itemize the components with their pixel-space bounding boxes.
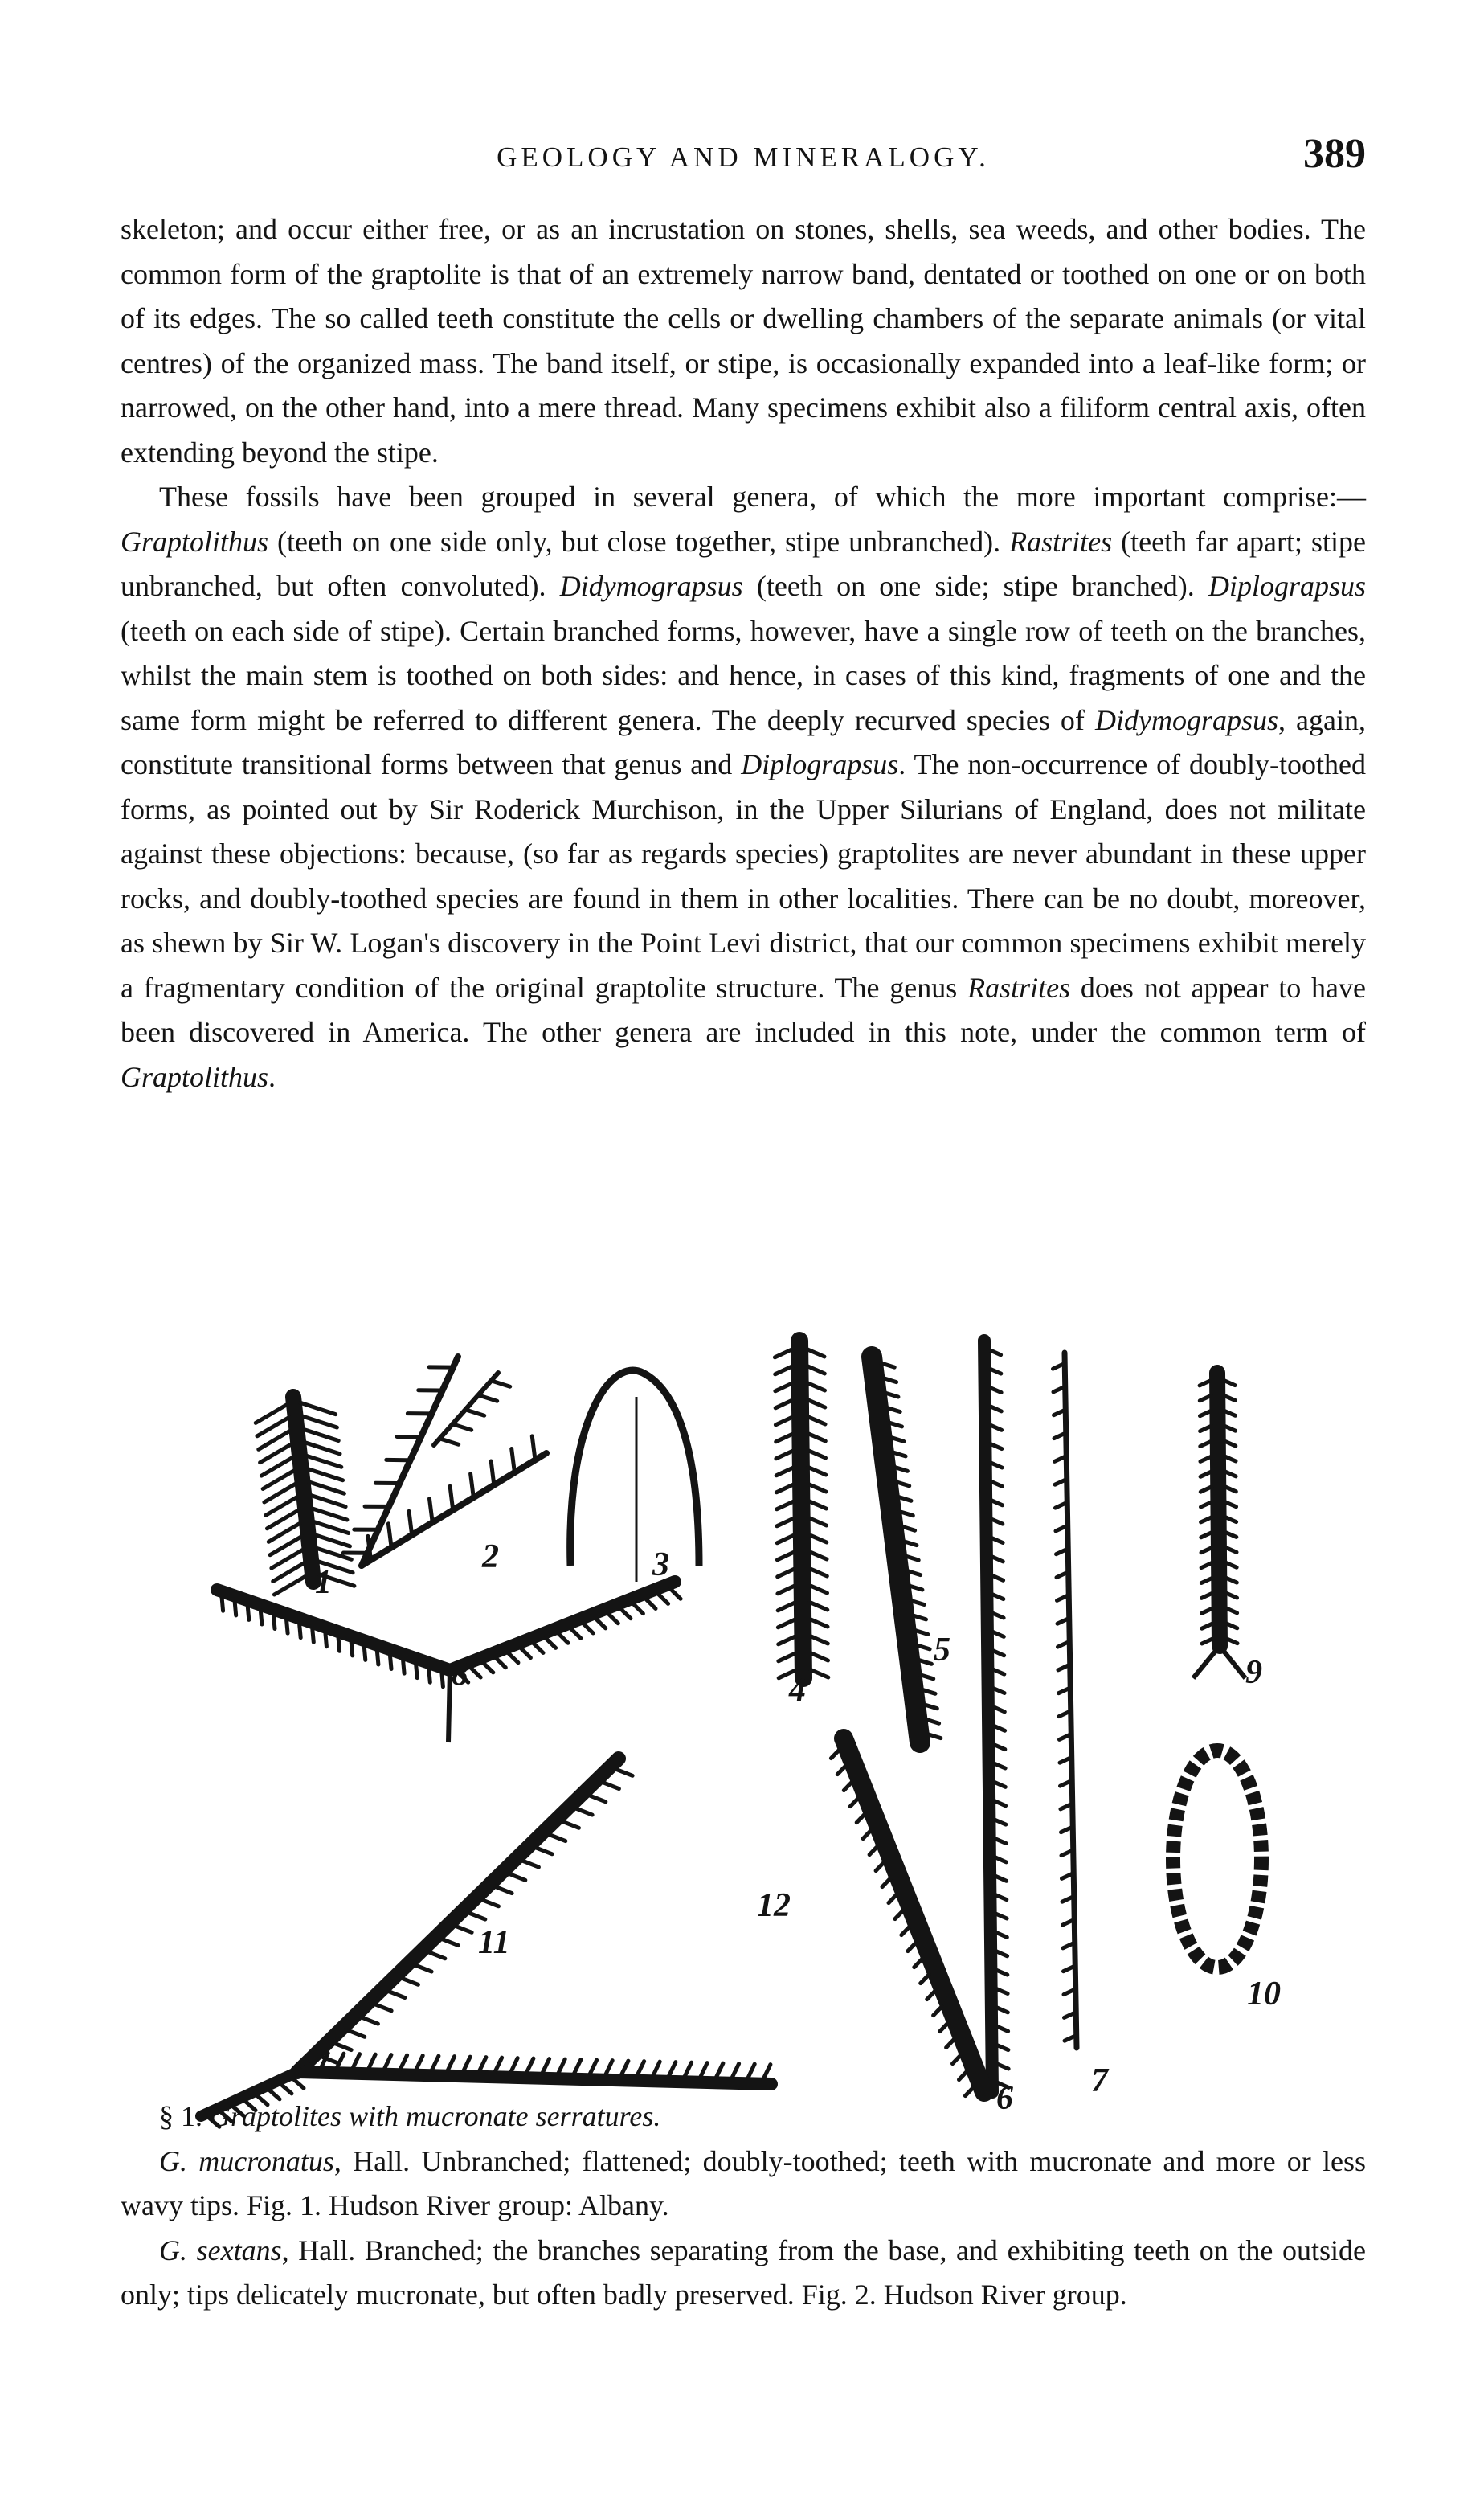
fossil-8-stem: [448, 1670, 450, 1742]
text-run: Didymograpsus: [559, 570, 743, 602]
caption-paragraph: [121, 2140, 1366, 2229]
fossil-11-a: [297, 1759, 619, 2072]
paragraph: [121, 207, 1366, 475]
figure-label-1: 1: [315, 1564, 332, 1601]
text-run: , again, constitute transitional forms between that genus and: [121, 703, 1367, 780]
fossil-5: [872, 1357, 920, 1742]
figure-captions: [121, 2094, 1366, 2318]
caption-paragraph: [121, 2094, 1366, 2140]
figure-label-4: 4: [789, 1672, 806, 1709]
paragraph: [121, 475, 1366, 1099]
figure-label-7: 7: [1091, 2062, 1108, 2099]
fossil-4: [799, 1341, 803, 1678]
caption-run: G. mucronatus: [159, 2144, 334, 2177]
text-run: Graptolithus: [121, 1060, 269, 1093]
figure-label-8: 8: [452, 1656, 468, 1693]
text-run: (teeth far apart; stipe unbranched, but often convoluted).: [121, 525, 1366, 602]
text-run: Diplograpsus: [741, 748, 899, 780]
page-number: 389: [1303, 131, 1366, 177]
caption-run: , Hall. Branched; the branches separating from the base, and exhibiting teeth on the outside only; tips delicately mucronate, but often badly preserved. Fig. 2. Hudson River group.: [121, 2234, 1366, 2311]
text-run: These fossils have been grouped in several genera, of which the more important comprise:—: [159, 481, 1366, 513]
figure-label-12: 12: [757, 1887, 791, 1924]
fossil-3: [570, 1370, 699, 1566]
fossil-8-a-teeth: [222, 1597, 443, 1687]
fossil-12: [844, 1738, 984, 2092]
text-run: (teeth on each side of stipe). Certain branched forms, however, have a single row of teeth on the branches, whilst the main stem is toothed on both sides: and hence, in cases of this kind, fragments of one and the same form might be referred to different genera. The deeply recurved species of: [121, 614, 1366, 736]
text-run: Rastrites: [967, 971, 1071, 1004]
fossil-2-c-teeth: [442, 1382, 510, 1445]
body-text: [121, 207, 1366, 1099]
fossil-8-b: [450, 1582, 675, 1670]
text-run: Didymograpsus: [1094, 703, 1278, 736]
figure-label-11: 11: [478, 1924, 510, 1961]
text-run: Rastrites: [1009, 525, 1113, 558]
figure-label-5: 5: [934, 1632, 950, 1669]
fossil-12-teeth: [831, 1750, 974, 2096]
figure-label-10: 10: [1247, 1976, 1281, 2013]
page-header: [121, 131, 1366, 190]
fossil-11-a-teeth: [308, 1769, 632, 2076]
fossil-8-b-teeth: [458, 1589, 681, 1682]
figure-label-9: 9: [1245, 1654, 1262, 1691]
fossil-drawings: [201, 1341, 1261, 2127]
fossil-10: [1173, 1751, 1261, 1968]
text-run: Diplograpsus: [1208, 570, 1367, 602]
figure-label-2: 2: [482, 1538, 499, 1575]
figure-label-3: 3: [652, 1546, 669, 1583]
text-run: does not appear to have been discovered in America. The other genera are included in this note, under the common term of: [121, 971, 1366, 1048]
fossil-9: [1217, 1373, 1220, 1646]
caption-run: § 1.: [159, 2100, 210, 2132]
graptolite-illustration: [193, 1325, 1350, 2506]
caption-run: , Hall. Unbranched; flattened; doubly-toothed; teeth with mucronate and more or less wavy tips. Fig. 1. Hudson River group: Albany.: [121, 2144, 1366, 2221]
figure-label-6: 6: [996, 2080, 1013, 2117]
text-run: skeleton; and occur either free, or as an incrustation on stones, shells, sea weeds, and other bodies. The common form of the graptolite is that of an extremely narrow band, dentated or toothed on one or on both of its edges. The so called teeth constitute the cells or dwelling chambers of the separate animals (or vital centres) of the organized mass. The band itself, or stipe, is occasionally expanded into a leaf-like form; or narrowed, on the other hand, into a mere thread. Many specimens exhibit also a filiform central axis, often extending beyond the stipe.: [121, 213, 1366, 469]
caption-paragraph: [121, 2229, 1366, 2318]
text-run: Graptolithus: [121, 525, 269, 558]
graptolite-figure-plate: [193, 1325, 1350, 2506]
text-run: (teeth on one side only, but close together, stipe unbranched).: [268, 525, 1010, 558]
text-run: . The non-occurrence of doubly-toothed forms, as pointed out by Sir Roderick Murchison, in the Upper Silurians of England, does not militate against these objections: because, (so far as regards species) graptolites are never abundant in these upper rocks, and doubly-toothed species are found in them in other localities. There can be no doubt, moreover, as shewn by Sir W. Logan's discovery in the Point Levi district, that our common specimens exhibit merely a fragmentary condition of the original graptolite structure. The genus: [121, 748, 1366, 1004]
caption-run: G. sextans: [159, 2234, 282, 2266]
fossil-6: [984, 1341, 992, 2092]
caption-run: Graptolites with mucronate serratures.: [210, 2100, 661, 2132]
running-head: GEOLOGY AND MINERALOGY.: [497, 141, 990, 173]
text-run: .: [268, 1060, 276, 1093]
fossil-8-a: [217, 1590, 450, 1670]
text-run: (teeth on one side; stipe branched).: [742, 570, 1208, 602]
